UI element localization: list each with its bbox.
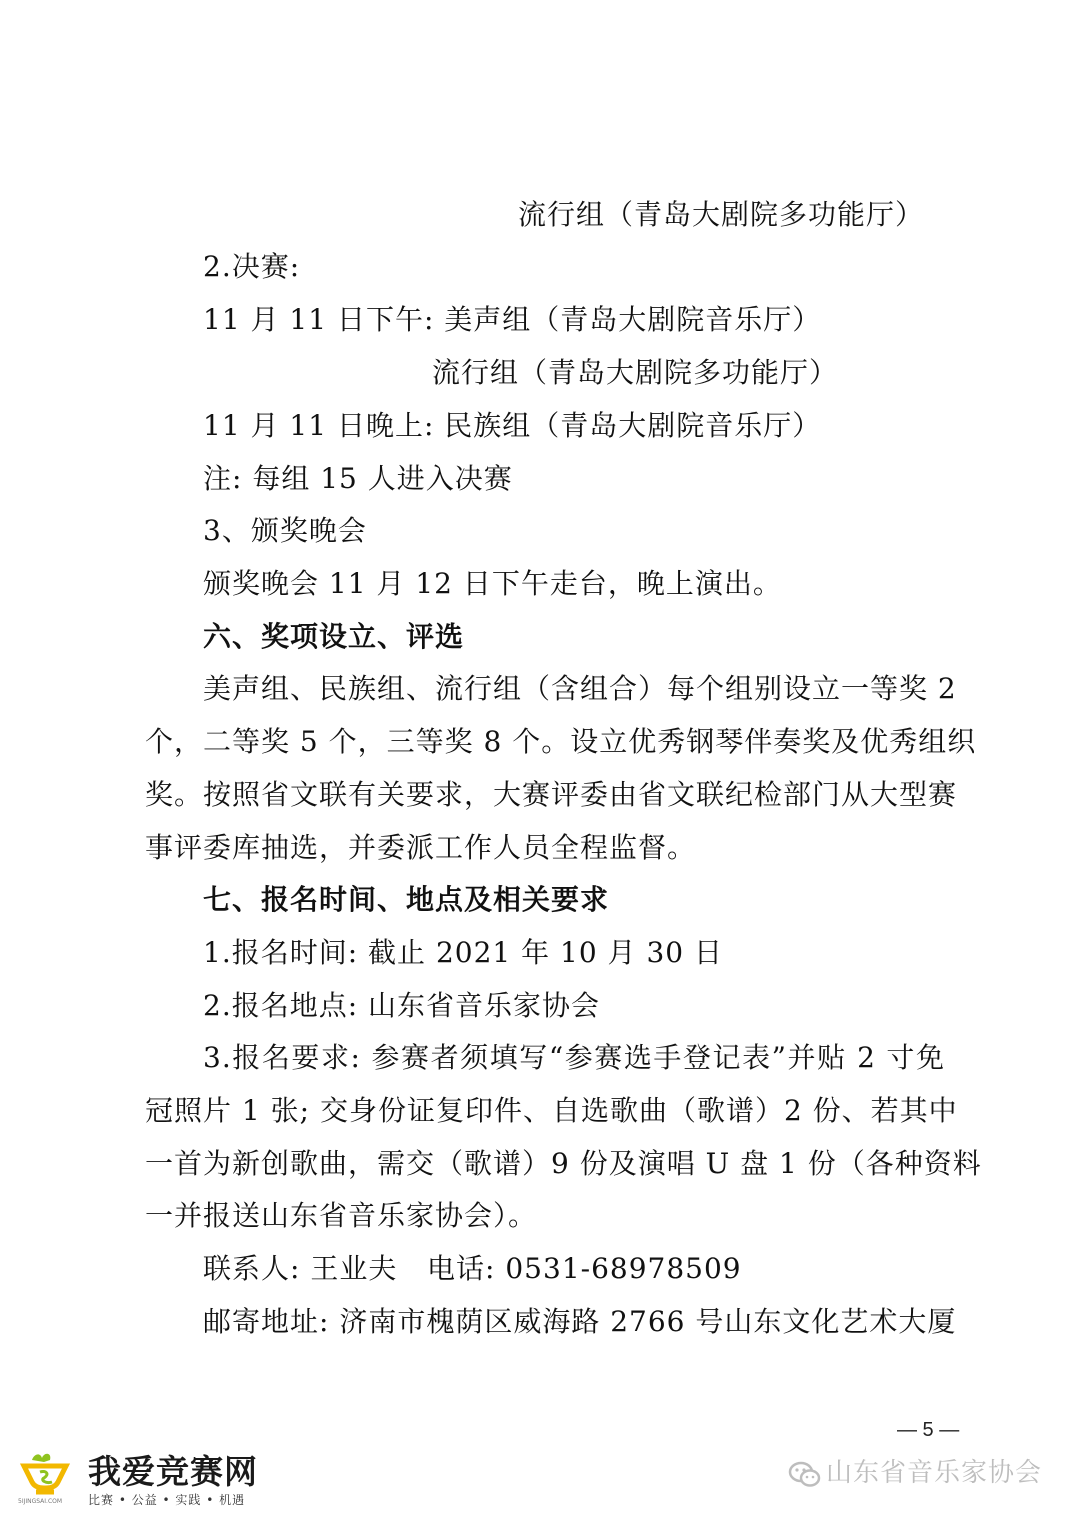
text-line: 个，二等奖 5 个，三等奖 8 个。设立优秀钢琴伴奏奖及优秀组织	[145, 725, 977, 758]
page-number: — 5 —	[897, 1419, 960, 1441]
watermark-text: 山东省音乐家协会	[826, 1458, 1043, 1488]
logo-tagline: 比赛 • 公益 • 实践 • 机遇	[88, 1493, 246, 1507]
text-line: 2.决赛:	[203, 250, 301, 283]
text-line: 冠照片 1 张; 交身份证复印件、自选歌曲（歌谱）2 份、若其中	[145, 1094, 958, 1127]
contact-line: 联系人: 王业夫 电话: 0531-68978509	[203, 1252, 742, 1285]
text-line: 11 月 11 日下午: 美声组（青岛大剧院音乐厅）	[203, 303, 822, 336]
wechat-watermark	[788, 1452, 1058, 1496]
text-line: 美声组、民族组、流行组（含组合）每个组别设立一等奖 2	[203, 672, 957, 705]
text-line: 3.报名要求: 参赛者须填写“参赛选手登记表”并贴 2 寸免	[203, 1041, 945, 1074]
text-line: 2.报名地点: 山东省音乐家协会	[203, 989, 601, 1022]
text-line: 流行组（青岛大剧院多功能厅）	[518, 198, 925, 231]
site-logo[interactable]	[18, 1452, 278, 1516]
text-line: 3、颁奖晚会	[203, 514, 367, 547]
text-line: 一并报送山东省音乐家协会）。	[145, 1199, 538, 1232]
text-line: 1.报名时间: 截止 2021 年 10 月 30 日	[203, 936, 723, 969]
trophy-icon	[18, 1452, 82, 1500]
text-line: 奖。按照省文联有关要求，大赛评委由省文联纪检部门从大型赛	[145, 778, 958, 811]
text-line: 颁奖晚会 11 月 12 日下午走台，晚上演出。	[203, 567, 782, 600]
wechat-icon	[788, 1460, 822, 1490]
text-line: 注: 每组 15 人进入决赛	[203, 462, 513, 495]
section-heading-awards: 六、奖项设立、评选	[203, 620, 465, 653]
text-line: 事评委库抽选，并委派工作人员全程监督。	[145, 831, 697, 864]
text-line: 流行组（青岛大剧院多功能厅）	[432, 356, 839, 389]
logo-url: 5IJINGSAI.COM	[18, 1498, 63, 1505]
address-line: 邮寄地址: 济南市槐荫区威海路 2766 号山东文化艺术大厦	[203, 1305, 957, 1338]
text-line: 一首为新创歌曲，需交（歌谱）9 份及演唱 U 盘 1 份（各种资料	[145, 1147, 982, 1180]
logo-text: 我爱竞赛网	[88, 1452, 258, 1491]
text-line: 11 月 11 日晚上: 民族组（青岛大剧院音乐厅）	[203, 409, 822, 442]
section-heading-registration: 七、报名时间、地点及相关要求	[203, 883, 610, 916]
